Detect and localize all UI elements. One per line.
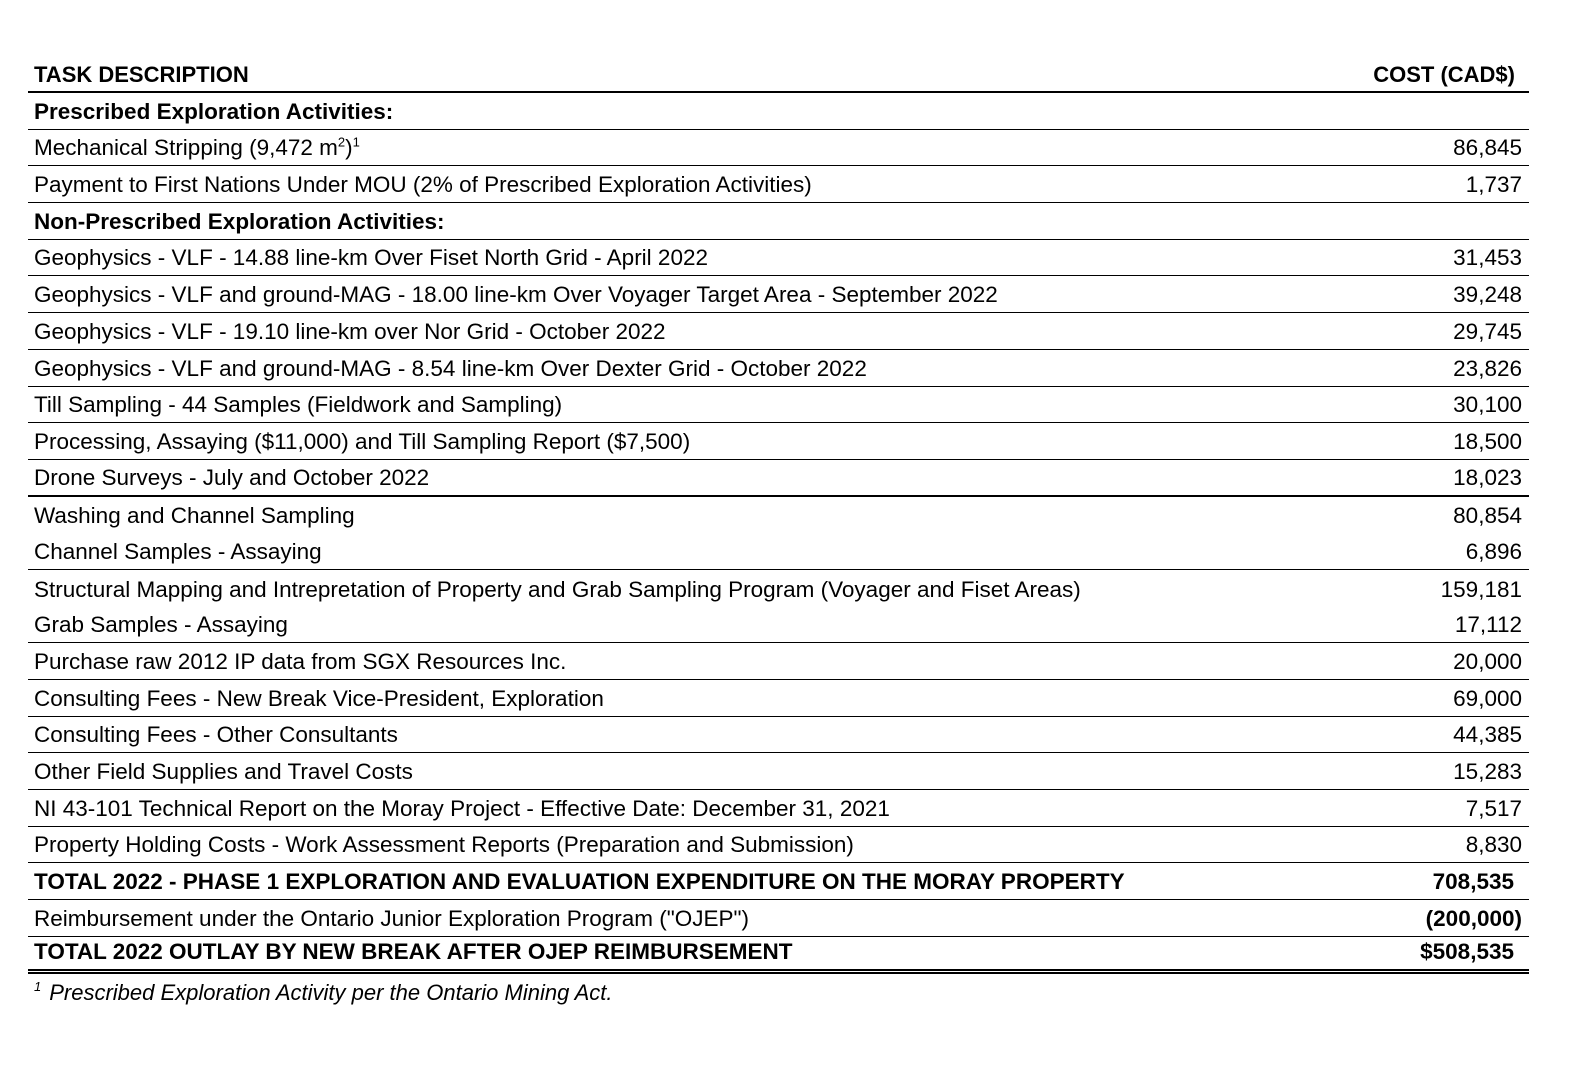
table-row	[28, 827, 1529, 864]
table-row	[28, 790, 1529, 827]
table-row	[28, 203, 1529, 240]
row-description: Processing, Assaying ($11,000) and Till Sampling Report ($7,500)	[34, 428, 691, 454]
row-cost	[1322, 235, 1529, 239]
table-row	[28, 276, 1529, 313]
row-cost: 18,023	[1453, 464, 1522, 490]
table-row	[28, 717, 1529, 754]
row-description: Prescribed Exploration Activities:	[34, 98, 394, 124]
table-row	[28, 643, 1529, 680]
row-cost: 7,517	[1465, 795, 1522, 821]
table-row	[28, 460, 1529, 497]
row-cost: 69,000	[1453, 685, 1522, 711]
table-row	[28, 753, 1529, 790]
table-row	[28, 387, 1529, 424]
table-row	[28, 240, 1529, 277]
subtotal-row	[28, 863, 1529, 900]
table-row	[28, 533, 1529, 570]
row-cost: 29,745	[1453, 318, 1522, 344]
row-cost	[1322, 125, 1529, 129]
grand-total-row	[28, 937, 1529, 974]
table-row	[28, 130, 1529, 167]
table-row	[28, 350, 1529, 387]
row-cost: 708,535	[1432, 869, 1514, 895]
row-description: TOTAL 2022 - PHASE 1 EXPLORATION AND EVALUATION EXPENDITURE ON THE MORAY PROPERTY	[34, 869, 1125, 895]
row-cost: 8,830	[1465, 832, 1522, 858]
table-row	[28, 313, 1529, 350]
row-cost: 15,283	[1453, 759, 1522, 785]
expenditure-table	[28, 57, 1529, 1006]
footnote-marker: 1	[34, 979, 42, 995]
footnote	[28, 980, 1529, 1006]
row-description	[28, 135, 1322, 165]
row-description-paren: )	[345, 135, 353, 161]
table-row	[28, 607, 1529, 644]
row-description: Till Sampling - 44 Samples (Fieldwork and Sampling)	[34, 392, 563, 418]
table-header	[28, 57, 1529, 93]
row-description: Geophysics - VLF and ground-MAG - 8.54 line-km Over Dexter Grid - October 2022	[34, 355, 867, 381]
row-cost: (200,000)	[1425, 905, 1522, 931]
table-row	[28, 166, 1529, 203]
table-row	[28, 497, 1529, 534]
reimbursement-row	[28, 900, 1529, 937]
row-cost: 17,112	[1454, 612, 1522, 638]
row-cost: 1,737	[1465, 172, 1522, 198]
table-row	[28, 423, 1529, 460]
superscript-squared: 2	[337, 134, 346, 150]
footnote-reference: 1	[352, 134, 360, 150]
row-cost: 18,500	[1453, 428, 1522, 454]
row-cost: 80,854	[1453, 503, 1522, 529]
row-description: Other Field Supplies and Travel Costs	[34, 759, 413, 785]
row-description: Consulting Fees - New Break Vice-President, Exploration	[34, 685, 604, 711]
row-description: Washing and Channel Sampling	[34, 503, 355, 529]
row-description: Property Holding Costs - Work Assessment Reports (Preparation and Submission)	[34, 832, 854, 858]
table-row	[28, 570, 1529, 607]
row-description: Geophysics - VLF - 19.10 line-km over Nor Grid - October 2022	[34, 318, 666, 344]
row-cost: 86,845	[1453, 135, 1522, 161]
row-description: Purchase raw 2012 IP data from SGX Resources Inc.	[34, 649, 567, 674]
row-cost: 20,000	[1453, 649, 1522, 674]
row-description: Channel Samples - Assaying	[34, 538, 322, 564]
row-cost: 159,181	[1440, 576, 1522, 602]
header-cost: COST (CAD$)	[1373, 62, 1515, 87]
row-cost: $508,535	[1420, 938, 1514, 964]
table-row	[28, 93, 1529, 130]
row-cost: 6,896	[1465, 538, 1522, 564]
row-description: Structural Mapping and Intrepretation of Property and Grab Sampling Program (Voyager and Fiset Areas)	[34, 576, 1081, 602]
row-description: Geophysics - VLF - 14.88 line-km Over Fiset North Grid - April 2022	[34, 245, 708, 271]
header-task-description: TASK DESCRIPTION	[34, 62, 249, 87]
table-row	[28, 680, 1529, 717]
row-description: TOTAL 2022 OUTLAY BY NEW BREAK AFTER OJEP REIMBURSEMENT	[34, 938, 793, 964]
row-description: Consulting Fees - Other Consultants	[34, 722, 398, 748]
row-description-text: Mechanical Stripping (9,472 m	[34, 135, 338, 161]
row-cost: 39,248	[1453, 282, 1522, 308]
row-description: Non-Prescribed Exploration Activities:	[34, 208, 445, 234]
footnote-text: Prescribed Exploration Activity per the Ontario Mining Act.	[49, 979, 613, 1005]
row-cost: 23,826	[1453, 355, 1522, 381]
row-description: Drone Surveys - July and October 2022	[34, 464, 430, 490]
row-description: NI 43-101 Technical Report on the Moray Project - Effective Date: December 31, 2021	[34, 795, 890, 821]
row-cost: 30,100	[1453, 392, 1522, 418]
row-cost: 44,385	[1453, 722, 1522, 748]
row-description: Grab Samples - Assaying	[34, 612, 288, 638]
row-description: Reimbursement under the Ontario Junior Exploration Program ("OJEP")	[34, 905, 750, 931]
row-cost: 31,453	[1453, 245, 1522, 271]
row-description: Payment to First Nations Under MOU (2% of Prescribed Exploration Activities)	[34, 172, 812, 198]
row-description: Geophysics - VLF and ground-MAG - 18.00 line-km Over Voyager Target Area - September 2022	[34, 282, 998, 308]
